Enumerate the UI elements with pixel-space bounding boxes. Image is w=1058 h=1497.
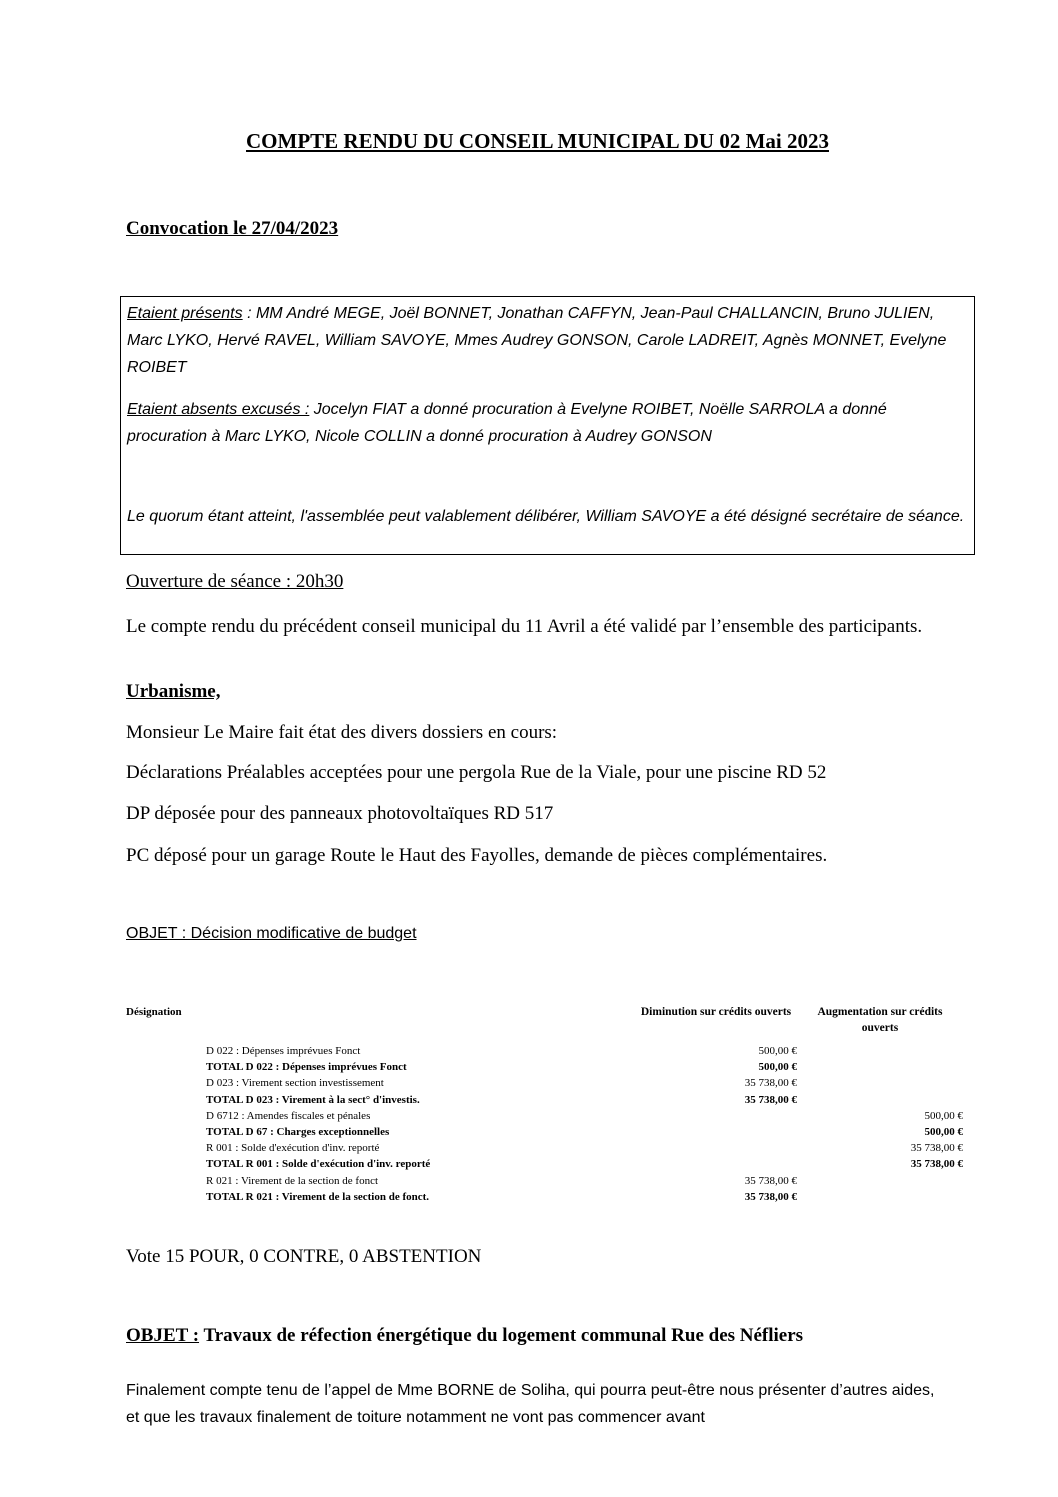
budget-row-augmentation: 500,00 € — [924, 1109, 963, 1122]
budget-row-diminution: 35 738,00 € — [744, 1077, 797, 1090]
vote-result: Vote 15 POUR, 0 CONTRE, 0 ABSTENTION — [126, 1246, 482, 1267]
budget-row-label: R 001 : Solde d'exécution d'inv. reporté — [206, 1142, 380, 1155]
budget-row-label: TOTAL D 023 : Virement à la sect° d'investis. — [206, 1093, 420, 1106]
budget-row-label: R 021 : Virement de la section de fonct — [206, 1174, 379, 1187]
objet2-label: OBJET : — [126, 1325, 200, 1346]
absent-paragraph — [127, 396, 968, 450]
budget-row-augmentation: 500,00 € — [924, 1126, 963, 1138]
budget-row-diminution: 500,00 € — [758, 1061, 797, 1074]
convocation-date: Convocation le 27/04/2023 — [126, 218, 339, 239]
present-label: Etaient présents — [127, 305, 243, 322]
final-paragraph: Finalement compte tenu de l’appel de Mme BORNE de Soliha, qui pourra peut-être nous présenter d’autres aides, et que les travaux finalement de toiture notamment ne vont pas commencer avant — [126, 1382, 935, 1426]
budget-row-label: D 6712 : Amendes fiscales et pénales — [206, 1109, 371, 1122]
budget-objet: OBJET : Décision modificative de budget — [126, 925, 417, 942]
page-title: COMPTE RENDU DU CONSEIL MUNICIPAL DU 02 Mai 2023 — [246, 129, 829, 153]
budget-row-label: TOTAL R 021 : Virement de la section de fonct. — [206, 1190, 430, 1203]
budget-row-label: D 022 : Dépenses imprévues Fonct — [206, 1045, 361, 1057]
objet2-heading — [126, 1325, 803, 1347]
present-list: : MM André MEGE, Joël BONNET, Jonathan CAFFYN, Jean-Paul CHALLANCIN, Bruno JULIEN, Marc LYKO, Hervé RAVEL, William SAVOYE, Mmes Audrey GONSON, Carole LADREIT, Agnès MONNET, Evelyne ROIBET — [127, 305, 947, 376]
budget-row-label: TOTAL R 001 : Solde d'exécution d'inv. reporté — [206, 1158, 431, 1171]
budget-row-augmentation: 35 738,00 € — [910, 1158, 963, 1171]
previous-minutes: Le compte rendu du précédent conseil municipal du 11 Avril a été validé par l’ensemble des participants. — [126, 616, 923, 637]
budget-row-label: TOTAL D 67 : Charges exceptionnelles — [206, 1126, 390, 1138]
header-designation: Désignation — [126, 1006, 182, 1018]
absent-list: Jocelyn FIAT a donné procuration à Evelyne ROIBET, Noëlle SARROLA a donné procuration à Marc LYKO, Nicole COLLIN a donné procuration à Audrey GONSON — [127, 401, 887, 445]
attendance-box — [120, 296, 975, 555]
budget-row-diminution: 35 738,00 € — [744, 1174, 797, 1187]
urbanisme-intro: Monsieur Le Maire fait état des divers dossiers en cours: — [126, 722, 558, 743]
budget-row-diminution: 35 738,00 € — [744, 1190, 797, 1203]
budget-row-label: TOTAL D 022 : Dépenses imprévues Fonct — [206, 1061, 407, 1074]
quorum-text: Le quorum étant atteint, l'assemblée peut valablement délibérer, William SAVOYE a été désigné secrétaire de séance. — [127, 508, 965, 525]
urbanisme-item: PC déposé pour un garage Route le Haut des Fayolles, demande de pièces complémentaires. — [126, 845, 828, 866]
opening-time: Ouverture de séance : 20h30 — [126, 571, 344, 592]
urbanisme-item: Déclarations Préalables acceptées pour une pergola Rue de la Viale, pour une piscine RD 52 — [126, 762, 827, 783]
objet2-text: Travaux de réfection énergétique du logement communal Rue des Néfliers — [199, 1325, 804, 1346]
urbanisme-heading: Urbanisme, — [126, 681, 221, 702]
header-augmentation: Augmentation sur crédits ouverts — [817, 1006, 943, 1034]
present-paragraph — [127, 300, 968, 381]
budget-row-diminution: 500,00 € — [758, 1045, 797, 1057]
budget-row-diminution: 35 738,00 € — [744, 1093, 797, 1106]
budget-row-label: D 023 : Virement section investissement — [206, 1077, 384, 1090]
header-diminution: Diminution sur crédits ouverts — [640, 1006, 792, 1018]
budget-row-augmentation: 35 738,00 € — [910, 1142, 963, 1155]
absent-label: Etaient absents excusés : — [127, 401, 310, 418]
urbanisme-item: DP déposée pour des panneaux photovoltaïques RD 517 — [126, 803, 554, 824]
